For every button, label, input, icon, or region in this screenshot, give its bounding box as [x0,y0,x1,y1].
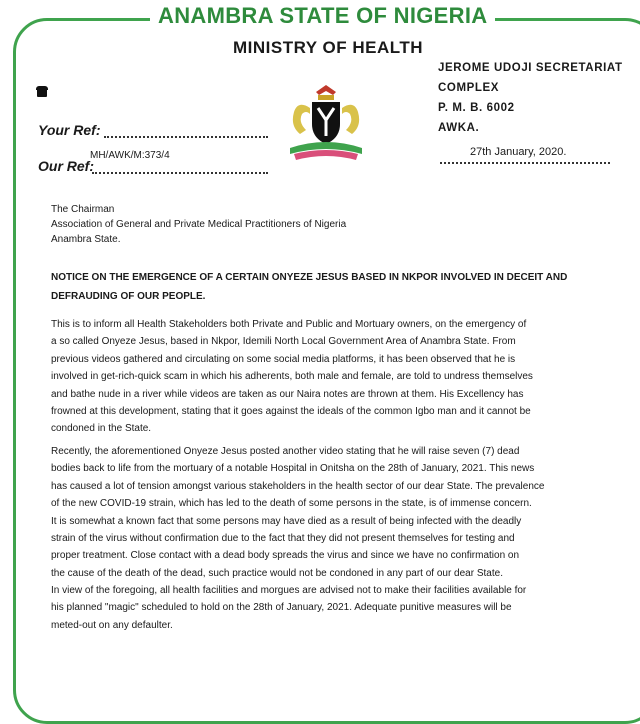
letter-date: 27th January, 2020. [470,146,567,158]
address-line-1: JEROME UDOJI SECRETARIAT [438,62,623,74]
addressee-line-3: Anambra State. [51,234,121,245]
paragraph-2-line: Recently, the aforementioned Onyeze Jesus posted another video stating that he will raise seven (7) dead [51,446,520,457]
paragraph-2-line: It is somewhat a known fact that some persons may have died as a result of being infected with the deadly [51,515,522,527]
coat-of-arms-icon [280,82,372,164]
address-line-3: P. M. B. 6002 [438,102,515,114]
our-ref-label: Our Ref: [38,158,94,174]
paragraph-3-line: In view of the foregoing, all health facilities and morgues are advised not to make their facilities available for [51,585,527,596]
ministry-title: MINISTRY OF HEALTH [233,38,424,57]
paragraph-2-line: strain of the virus without confirmation due to the fact that they did not present themselves for testing and [51,533,515,544]
paragraph-3-line: his planned "magic" scheduled to hold on the 28th of January, 2021. Adequate punitive measures will be [51,602,512,614]
paragraph-1-line: frowned at this development, stating that it goes against the ideals of the common Igbo man and it cannot be [51,406,531,417]
paragraph-1-line: and bathe nude in a river while videos are taken as our Naira notes are thrown at them. His Excellency has [51,388,524,400]
paragraph-2-line: of the new COVID-19 strain, which has led to the death of some persons in the state, is of immense concern. [51,498,532,510]
paragraph-2-line: has caused a lot of tension amongst various stakeholders in the health sector of our dear State. The prevalence [51,480,545,492]
paragraph-2-line: the cause of the death of the dead, such practice would not be condoned in any part of our dear State. [51,567,503,579]
addressee-line-1: The Chairman [51,204,115,215]
paragraph-1-line: a so called Onyeze Jesus, based in Nkpor, Idemili North Local Government Area of Anambra State. From [51,336,516,348]
our-ref-value: MH/AWK/M:373/4 [90,150,170,161]
paragraph-2-line: proper treatment. Close contact with a dead body spreads the virus and since we have no confirmation on [51,550,520,562]
our-ref-dotted-line [92,172,268,174]
your-ref-dotted-line [104,136,268,138]
telephone-icon [36,86,48,97]
paragraph-1-line: This is to inform all Health Stakeholders both Private and Public and Mortuary owners, on the emergency of [51,319,527,330]
paragraph-1-line: previous videos gathered and circulating on some social media platforms, it has been observed that he is [51,353,516,365]
paragraph-1-line: condoned in the State. [51,423,152,435]
your-ref-label: Your Ref: [38,122,101,138]
paragraph-1-line: involved in get-rich-quick scam in which his adherents, both male and female, are told to undress themselves [51,371,533,383]
paragraph-2-line: bodies back to life from the mortuary of a notable Hospital in Onitsha on the 28th of January, 2021. This news [51,463,535,475]
state-title: ANAMBRA STATE OF NIGERIA [150,3,495,29]
notice-heading-line-1: NOTICE ON THE EMERGENCE OF A CERTAIN ONYEZE JESUS BASED IN NKPOR INVOLVED IN DECEIT AND [51,272,568,283]
addressee-line-2: Association of General and Private Medical Practitioners of Nigeria [51,219,347,230]
address-line-4: AWKA. [438,122,480,134]
notice-heading-line-2: DEFRAUDING OF OUR PEOPLE. [51,291,206,302]
paragraph-3-line: meted-out on any defaulter. [51,619,173,631]
date-dotted-line [440,162,610,164]
address-line-2: COMPLEX [438,82,500,94]
